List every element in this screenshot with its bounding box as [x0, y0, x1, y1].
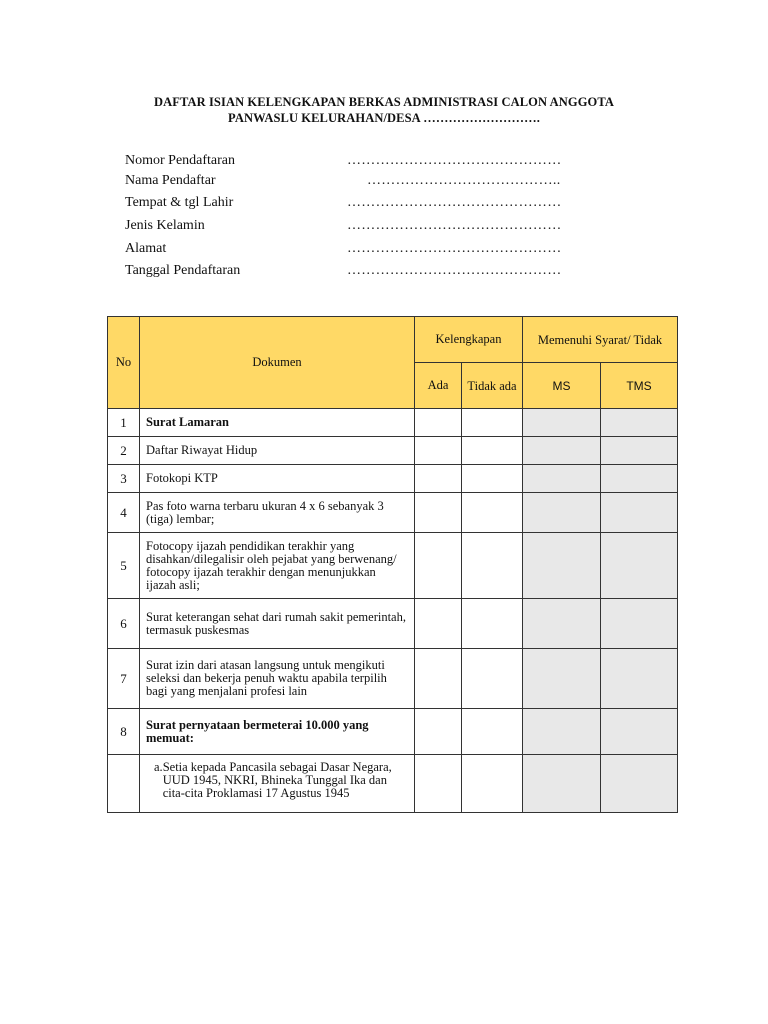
tidak-ada-cell[interactable]: [462, 709, 523, 755]
row-document: Surat pernyataan bermeterai 10.000 yang memuat:: [140, 709, 415, 755]
tms-cell[interactable]: [601, 465, 678, 493]
tidak-ada-cell[interactable]: [462, 599, 523, 649]
tidak-ada-cell[interactable]: [462, 649, 523, 709]
ada-cell[interactable]: [415, 533, 462, 599]
header-tidak-ada: Tidak ada: [462, 363, 523, 409]
row-number: 7: [108, 649, 140, 709]
ada-cell[interactable]: [415, 465, 462, 493]
tms-cell[interactable]: [601, 533, 678, 599]
ms-cell[interactable]: [523, 709, 601, 755]
tms-cell[interactable]: [601, 437, 678, 465]
row-number: 8: [108, 709, 140, 755]
table-row: [108, 409, 678, 437]
header-memenuhi-syarat: Memenuhi Syarat/ Tidak: [523, 317, 678, 363]
row-document: Pas foto warna terbaru ukuran 4 x 6 sebanyak 3 (tiga) lembar;: [140, 493, 415, 533]
table-header-row: [108, 317, 678, 363]
tidak-ada-cell[interactable]: [462, 437, 523, 465]
header-dokumen: Dokumen: [140, 317, 415, 409]
header-kelengkapan: Kelengkapan: [415, 317, 523, 363]
row-document: Fotokopi KTP: [140, 465, 415, 493]
row-document: Daftar Riwayat Hidup: [140, 437, 415, 465]
ada-cell[interactable]: [415, 755, 462, 813]
ada-cell[interactable]: [415, 649, 462, 709]
row-document: Surat keterangan sehat dari rumah sakit pemerintah, termasuk puskesmas: [140, 599, 415, 649]
table-row: [108, 493, 678, 533]
row-number: 2: [108, 437, 140, 465]
tms-cell[interactable]: [601, 599, 678, 649]
form-fill-dots[interactable]: ………………………………………: [347, 195, 562, 210]
form-fill-dots[interactable]: ………………………………………: [347, 153, 562, 168]
form-fill-dots[interactable]: ………………………………………: [347, 263, 562, 278]
header-no: No: [108, 317, 140, 409]
document-title: [0, 94, 768, 126]
tms-cell[interactable]: [601, 649, 678, 709]
sub-item: [146, 761, 408, 800]
row-number-empty: [108, 755, 140, 813]
tms-cell[interactable]: [601, 755, 678, 813]
header-ms: MS: [523, 363, 601, 409]
tidak-ada-cell[interactable]: [462, 533, 523, 599]
ada-cell[interactable]: [415, 709, 462, 755]
table-row-sub-item: [108, 755, 678, 813]
row-document: [140, 755, 415, 813]
tidak-ada-cell[interactable]: [462, 493, 523, 533]
tms-cell[interactable]: [601, 493, 678, 533]
header-ada: Ada: [415, 363, 462, 409]
form-label: Nama Pendaftar: [125, 173, 216, 188]
row-number: 3: [108, 465, 140, 493]
header-tms: TMS: [601, 363, 678, 409]
form-label: Tempat & tgl Lahir: [125, 195, 234, 210]
ms-cell[interactable]: [523, 649, 601, 709]
ada-cell[interactable]: [415, 599, 462, 649]
table-row: [108, 533, 678, 599]
row-number: 6: [108, 599, 140, 649]
form-fill-dots[interactable]: …………………………………..: [367, 173, 561, 188]
sub-item-letter: a.: [154, 760, 163, 774]
row-number: 1: [108, 409, 140, 437]
ms-cell[interactable]: [523, 437, 601, 465]
table-row: [108, 437, 678, 465]
tidak-ada-cell[interactable]: [462, 465, 523, 493]
ms-cell[interactable]: [523, 465, 601, 493]
ms-cell[interactable]: [523, 533, 601, 599]
ada-cell[interactable]: [415, 493, 462, 533]
form-label: Alamat: [125, 241, 167, 256]
title-line-1: DAFTAR ISIAN KELENGKAPAN BERKAS ADMINISTRASI CALON ANGGOTA: [153, 95, 615, 109]
row-number: 4: [108, 493, 140, 533]
table-row: [108, 465, 678, 493]
document-checklist-table: [107, 316, 678, 813]
form-fill-dots[interactable]: ………………………………………: [347, 241, 562, 256]
row-document: Fotocopy ijazah pendidikan terakhir yang disahkan/dilegalisir oleh pejabat yang berwenang/ fotocopy ijazah terakhir dengan menunjukkan ijazah asli;: [140, 533, 415, 599]
table-row: [108, 709, 678, 755]
tms-cell[interactable]: [601, 409, 678, 437]
row-document: Surat izin dari atasan langsung untuk mengikuti seleksi dan bekerja penuh waktu apabila terpilih bagi yang menjalani profesi lain: [140, 649, 415, 709]
tms-cell[interactable]: [601, 709, 678, 755]
ms-cell[interactable]: [523, 493, 601, 533]
ada-cell[interactable]: [415, 409, 462, 437]
row-document: Surat Lamaran: [140, 409, 415, 437]
form-fill-dots[interactable]: ………………………………………: [347, 218, 562, 233]
title-line-2: PANWASLU KELURAHAN/DESA ……………………….: [228, 111, 540, 125]
form-label: Tanggal Pendaftaran: [125, 263, 241, 278]
table-row: [108, 599, 678, 649]
ada-cell[interactable]: [415, 437, 462, 465]
tidak-ada-cell[interactable]: [462, 409, 523, 437]
sub-item-text: Setia kepada Pancasila sebagai Dasar Negara, UUD 1945, NKRI, Bhineka Tunggal Ika dan cita-cita Proklamasi 17 Agustus 1945: [162, 760, 392, 800]
row-number: 5: [108, 533, 140, 599]
ms-cell[interactable]: [523, 409, 601, 437]
table-row: [108, 649, 678, 709]
tidak-ada-cell[interactable]: [462, 755, 523, 813]
ms-cell[interactable]: [523, 599, 601, 649]
form-label: Jenis Kelamin: [125, 218, 205, 233]
form-label: Nomor Pendaftaran: [125, 153, 236, 168]
ms-cell[interactable]: [523, 755, 601, 813]
